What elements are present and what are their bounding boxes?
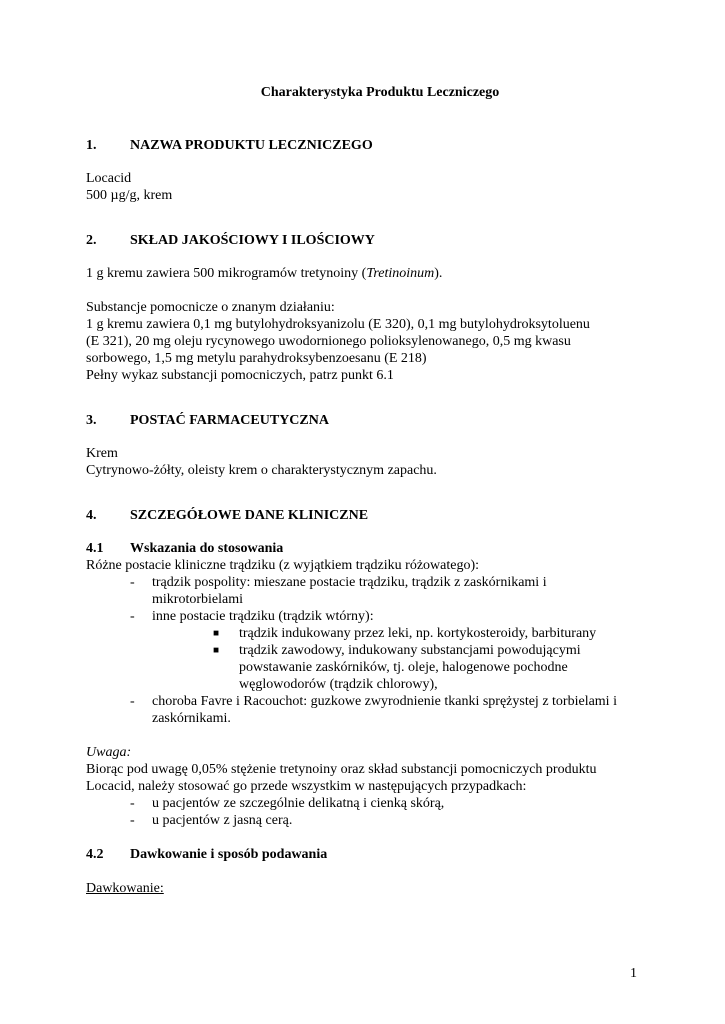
square-bullet-icon: ■ — [213, 628, 220, 639]
excipients-line: Substancje pomocnicze o znanym działaniu: — [86, 300, 335, 315]
note-label: Uwaga: — [86, 745, 132, 760]
note-text: Locacid, należy stosować go przede wszystkim w następujących przypadkach: — [86, 779, 527, 794]
section-number: 3. — [86, 413, 97, 428]
dash-marker: - — [130, 609, 135, 624]
dosage-subheading: Dawkowanie: — [86, 881, 164, 896]
section-4-heading — [86, 507, 646, 524]
section-number: 2. — [86, 233, 97, 248]
section-3-heading — [86, 412, 646, 429]
section-title: NAZWA PRODUKTU LECZNICZEGO — [130, 138, 373, 153]
list-item-text: inne postacie trądziku (trądzik wtórny): — [152, 609, 374, 624]
list-item — [86, 812, 646, 829]
list-item-text: trądzik pospolity: mieszane postacie trądziku, trądzik z zaskórnikami i mikrotorbielami — [152, 575, 547, 607]
section-1-heading — [86, 137, 646, 154]
indications-intro: Różne postacie kliniczne trądziku (z wyjątkiem trądziku różowatego): — [86, 558, 480, 573]
composition-text: 1 g kremu zawiera 500 mikrogramów tretynoiny ( — [86, 266, 367, 281]
section-title: SZCZEGÓŁOWE DANE KLINICZNE — [130, 508, 369, 523]
square-bullet-icon: ■ — [213, 645, 220, 656]
subsection-number: 4.2 — [86, 847, 104, 862]
note-text: Biorąc pod uwagę 0,05% stężenie tretynoiny oraz skład substancji pomocniczych produktu — [86, 762, 597, 777]
document-body — [86, 84, 646, 897]
product-strength: 500 µg/g, krem — [86, 188, 173, 203]
dosage-form-description: Cytrynowo-żółty, oleisty krem o charakterystycznym zapachu. — [86, 463, 437, 478]
list-item-text: u pacjentów z jasną cerą. — [152, 813, 293, 828]
section-2-heading — [86, 232, 646, 249]
composition-line — [86, 265, 646, 282]
latin-name: Tretinoinum — [366, 266, 435, 281]
subsection-4-2-heading — [86, 846, 646, 863]
page-number: 1 — [630, 966, 637, 981]
excipients-line: 1 g kremu zawiera 0,1 mg butylohydroksyanizolu (E 320), 0,1 mg butylohydroksytoluenu — [86, 317, 590, 332]
document-title: Charakterystyka Produktu Leczniczego — [260, 85, 500, 100]
subsection-title: Wskazania do stosowania — [130, 541, 284, 556]
sub-list-item — [86, 625, 646, 642]
section-title: POSTAĆ FARMACEUTYCZNA — [130, 413, 329, 428]
dash-marker: - — [130, 694, 135, 709]
list-item — [86, 795, 646, 812]
subsection-number: 4.1 — [86, 541, 104, 556]
section-title: SKŁAD JAKOŚCIOWY I ILOŚCIOWY — [130, 233, 375, 248]
dosage-form: Krem — [86, 446, 118, 461]
dash-marker: - — [130, 575, 135, 590]
sub-list-item — [86, 642, 646, 693]
section-number: 1. — [86, 138, 97, 153]
dash-marker: - — [130, 813, 135, 828]
excipients-line: Pełny wykaz substancji pomocniczych, patrz punkt 6.1 — [86, 368, 394, 383]
composition-text-end: ). — [434, 266, 443, 281]
sub-list-item-text: trądzik zawodowy, indukowany substancjami powodującymi powstawanie zaskórników, tj. oleje, halogenowe pochodne węglowodorów (trądzik chlorowy), — [239, 643, 581, 692]
list-item — [86, 693, 646, 727]
excipients-line: (E 321), 20 mg oleju rycynowego uwodornionego polioksylenowanego, 0,5 mg kwasu — [86, 334, 571, 349]
section-number: 4. — [86, 508, 97, 523]
list-item — [86, 608, 646, 625]
excipients-line: sorbowego, 1,5 mg metylu parahydroksybenzoesanu (E 218) — [86, 351, 427, 366]
dash-marker: - — [130, 796, 135, 811]
subsection-title: Dawkowanie i sposób podawania — [130, 847, 328, 862]
product-name: Locacid — [86, 171, 132, 186]
list-item-text: choroba Favre i Racouchot: guzkowe zwyrodnienie tkanki sprężystej z torbielami i zaskórnikami. — [152, 694, 617, 726]
sub-list-item-text: trądzik indukowany przez leki, np. kortykosteroidy, barbiturany — [239, 626, 597, 641]
subsection-4-1-heading — [86, 540, 646, 557]
list-item-text: u pacjentów ze szczególnie delikatną i cienką skórą, — [152, 796, 445, 811]
list-item — [86, 574, 646, 608]
